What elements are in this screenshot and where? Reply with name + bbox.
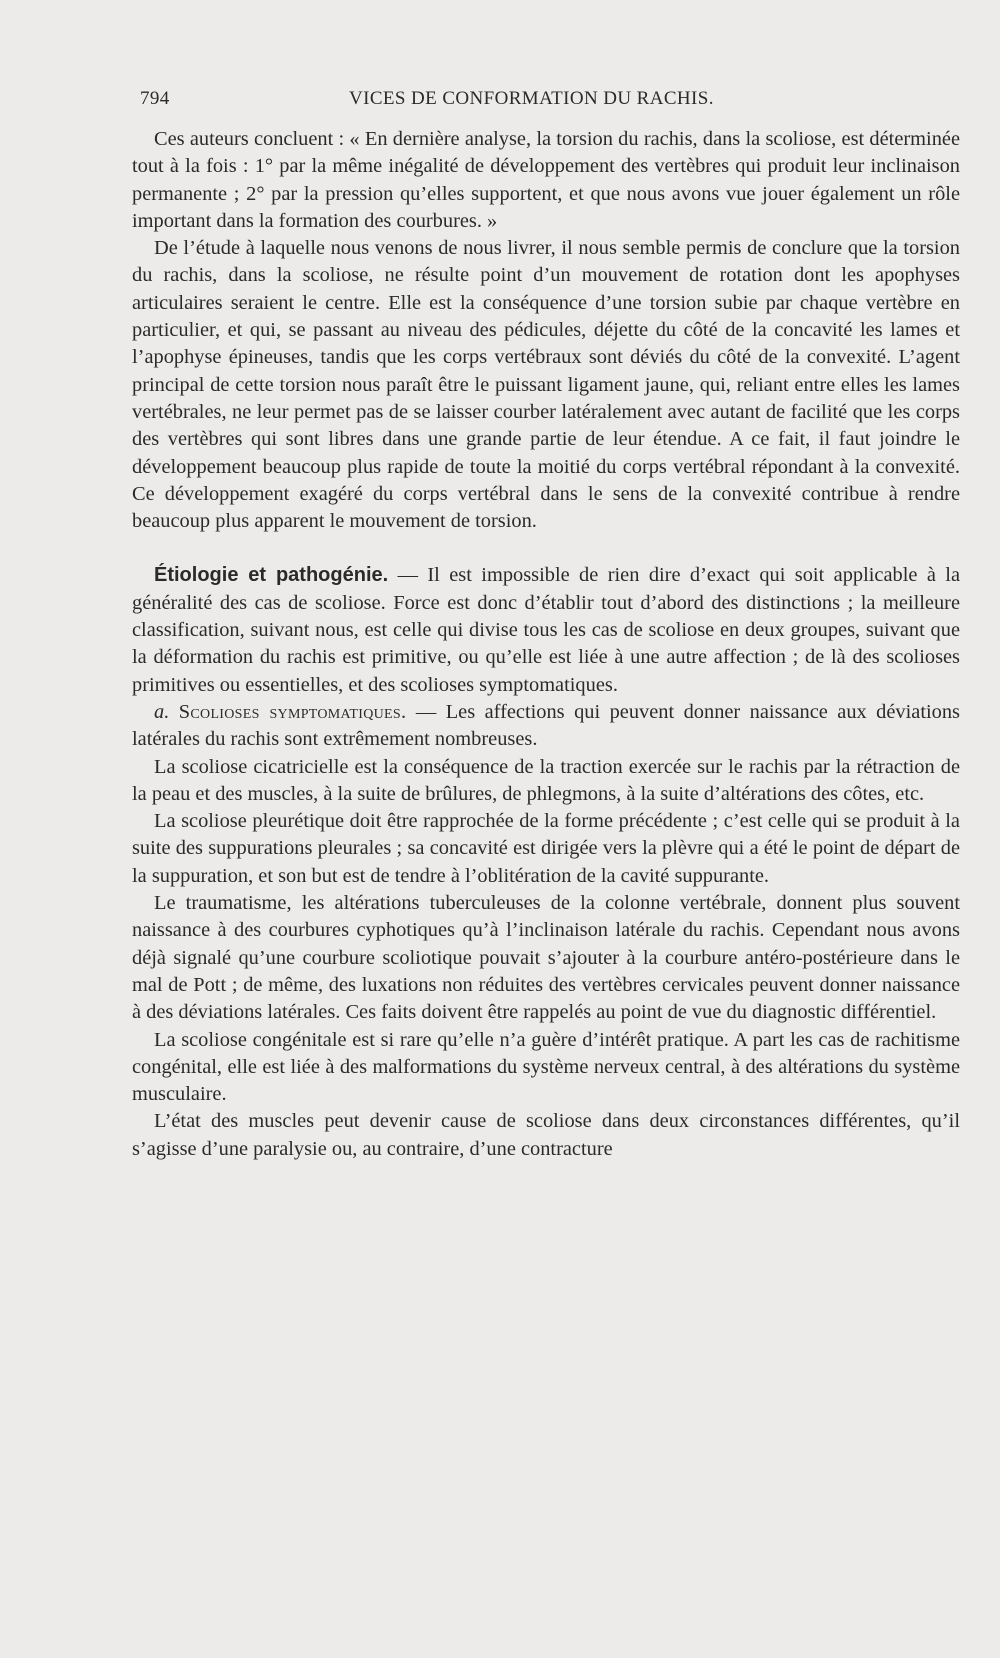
paragraph: De l’étude à laquelle nous venons de nous livrer, il nous semble permis de conclure que la torsion du rachis, dans la scoliose, ne résulte point d’un mouvement de rotation dont les apophyses articulaires seraient le centre. Elle est la conséquence d’une torsion subie par chaque vertèbre en particulier, et qui, se passant au niveau des pédicules, déjette du côté de la concavité les lames et l’apophyse épineuses, tandis que les corps vertébraux sont déviés du côté de la convexité. L’agent principal de cette torsion nous paraît être le puissant ligament jaune, qui, reliant entre elles les lames vertébrales, ne leur permet pas de se laisser courber latéralement avec autant de facilité que les corps des vertèbres qui sont libres dans une grande partie de leur étendue. A ce fait, il faut joindre le développement beaucoup plus rapide de toute la moitié du corps vertébral répondant à la convexité. Ce développement exagéré du corps vertébral dans le sens de la convexité contribue à rendre beaucoup plus apparent le mouvement de torsion. xyxy=(132,237,960,533)
section-heading: Étiologie et pathogénie. xyxy=(154,564,389,587)
page-header xyxy=(140,88,760,122)
body-text xyxy=(132,126,960,1163)
paragraph: La scoliose congénitale est si rare qu’elle n’a guère d’intérêt pratique. A part les cas de rachitisme congénital, elle est liée à des malformations du système nerveux central, à des altérations du système musculaire. xyxy=(132,1028,960,1106)
subsection-paragraph xyxy=(132,699,960,754)
subsection-text: — Les affections qui peuvent donner naissance aux déviations latérales du rachis sont extrêmement nombreuses. xyxy=(132,700,960,751)
page-number: 794 xyxy=(140,88,170,109)
paragraph: La scoliose pleurétique doit être rapprochée de la forme précédente ; c’est celle qui se produit à la suite des suppurations pleurales ; sa concavité est dirigée vers la plèvre qui a été le point de départ de la suppuration, et son but est de tendre à l’oblitération de la cavité suppurante. xyxy=(132,810,960,887)
paragraph: Ces auteurs concluent : « En dernière analyse, la torsion du rachis, dans la scoliose, est déterminée tout à la fois : 1° par la même inégalité de développement des vertèbres qui produit leur inclinaison permanente ; 2° par la pression qu’elles supportent, et que nous avons vue jouer également un rôle important dans la formation des courbures. » xyxy=(132,128,960,232)
paragraph: La scoliose cicatricielle est la conséquence de la traction exercée sur le rachis par la rétraction de la peau et des muscles, à la suite de brûlures, de phlegmons, à la suite d’altérations des côtes, etc. xyxy=(132,755,960,805)
section-paragraph xyxy=(132,562,960,698)
subsection-heading: Scolioses symptomatiques. xyxy=(178,700,407,723)
subsection-marker: a. xyxy=(154,700,170,723)
paragraph: L’état des muscles peut devenir cause de scoliose dans deux circonstances différentes, qu’il s’agisse d’une paralysie ou, au contraire, d’une contracture xyxy=(132,1110,960,1160)
section-text: — Il est impossible de rien dire d’exact qui soit applicable à la généralité des cas de scoliose. Force est donc d’établir tout d’abord des distinctions ; la meilleure classification, suivant nous, est celle qui divise tous les cas de scoliose en deux groupes, suivant que la déformation du rachis est primitive, ou qu’elle est liée à une autre affection ; de là des scolioses primitives ou essentielles, et des scolioses symptomatiques. xyxy=(132,564,960,696)
running-title: VICES DE CONFORMATION DU RACHIS. xyxy=(349,88,714,109)
paragraph: Le traumatisme, les altérations tuberculeuses de la colonne vertébrale, donnent plus souvent naissance à des courbures cyphotiques qu’à l’inclinaison latérale du rachis. Cependant nous avons déjà signalé qu’une courbure scoliotique pouvait s’ajouter à la courbure antéro-postérieure dans le mal de Pott ; de même, des luxations non réduites des vertèbres cervicales peuvent donner naissance à des déviations latérales. Ces faits doivent être rappelés au point de vue du diagnostic différentiel. xyxy=(132,892,960,1024)
